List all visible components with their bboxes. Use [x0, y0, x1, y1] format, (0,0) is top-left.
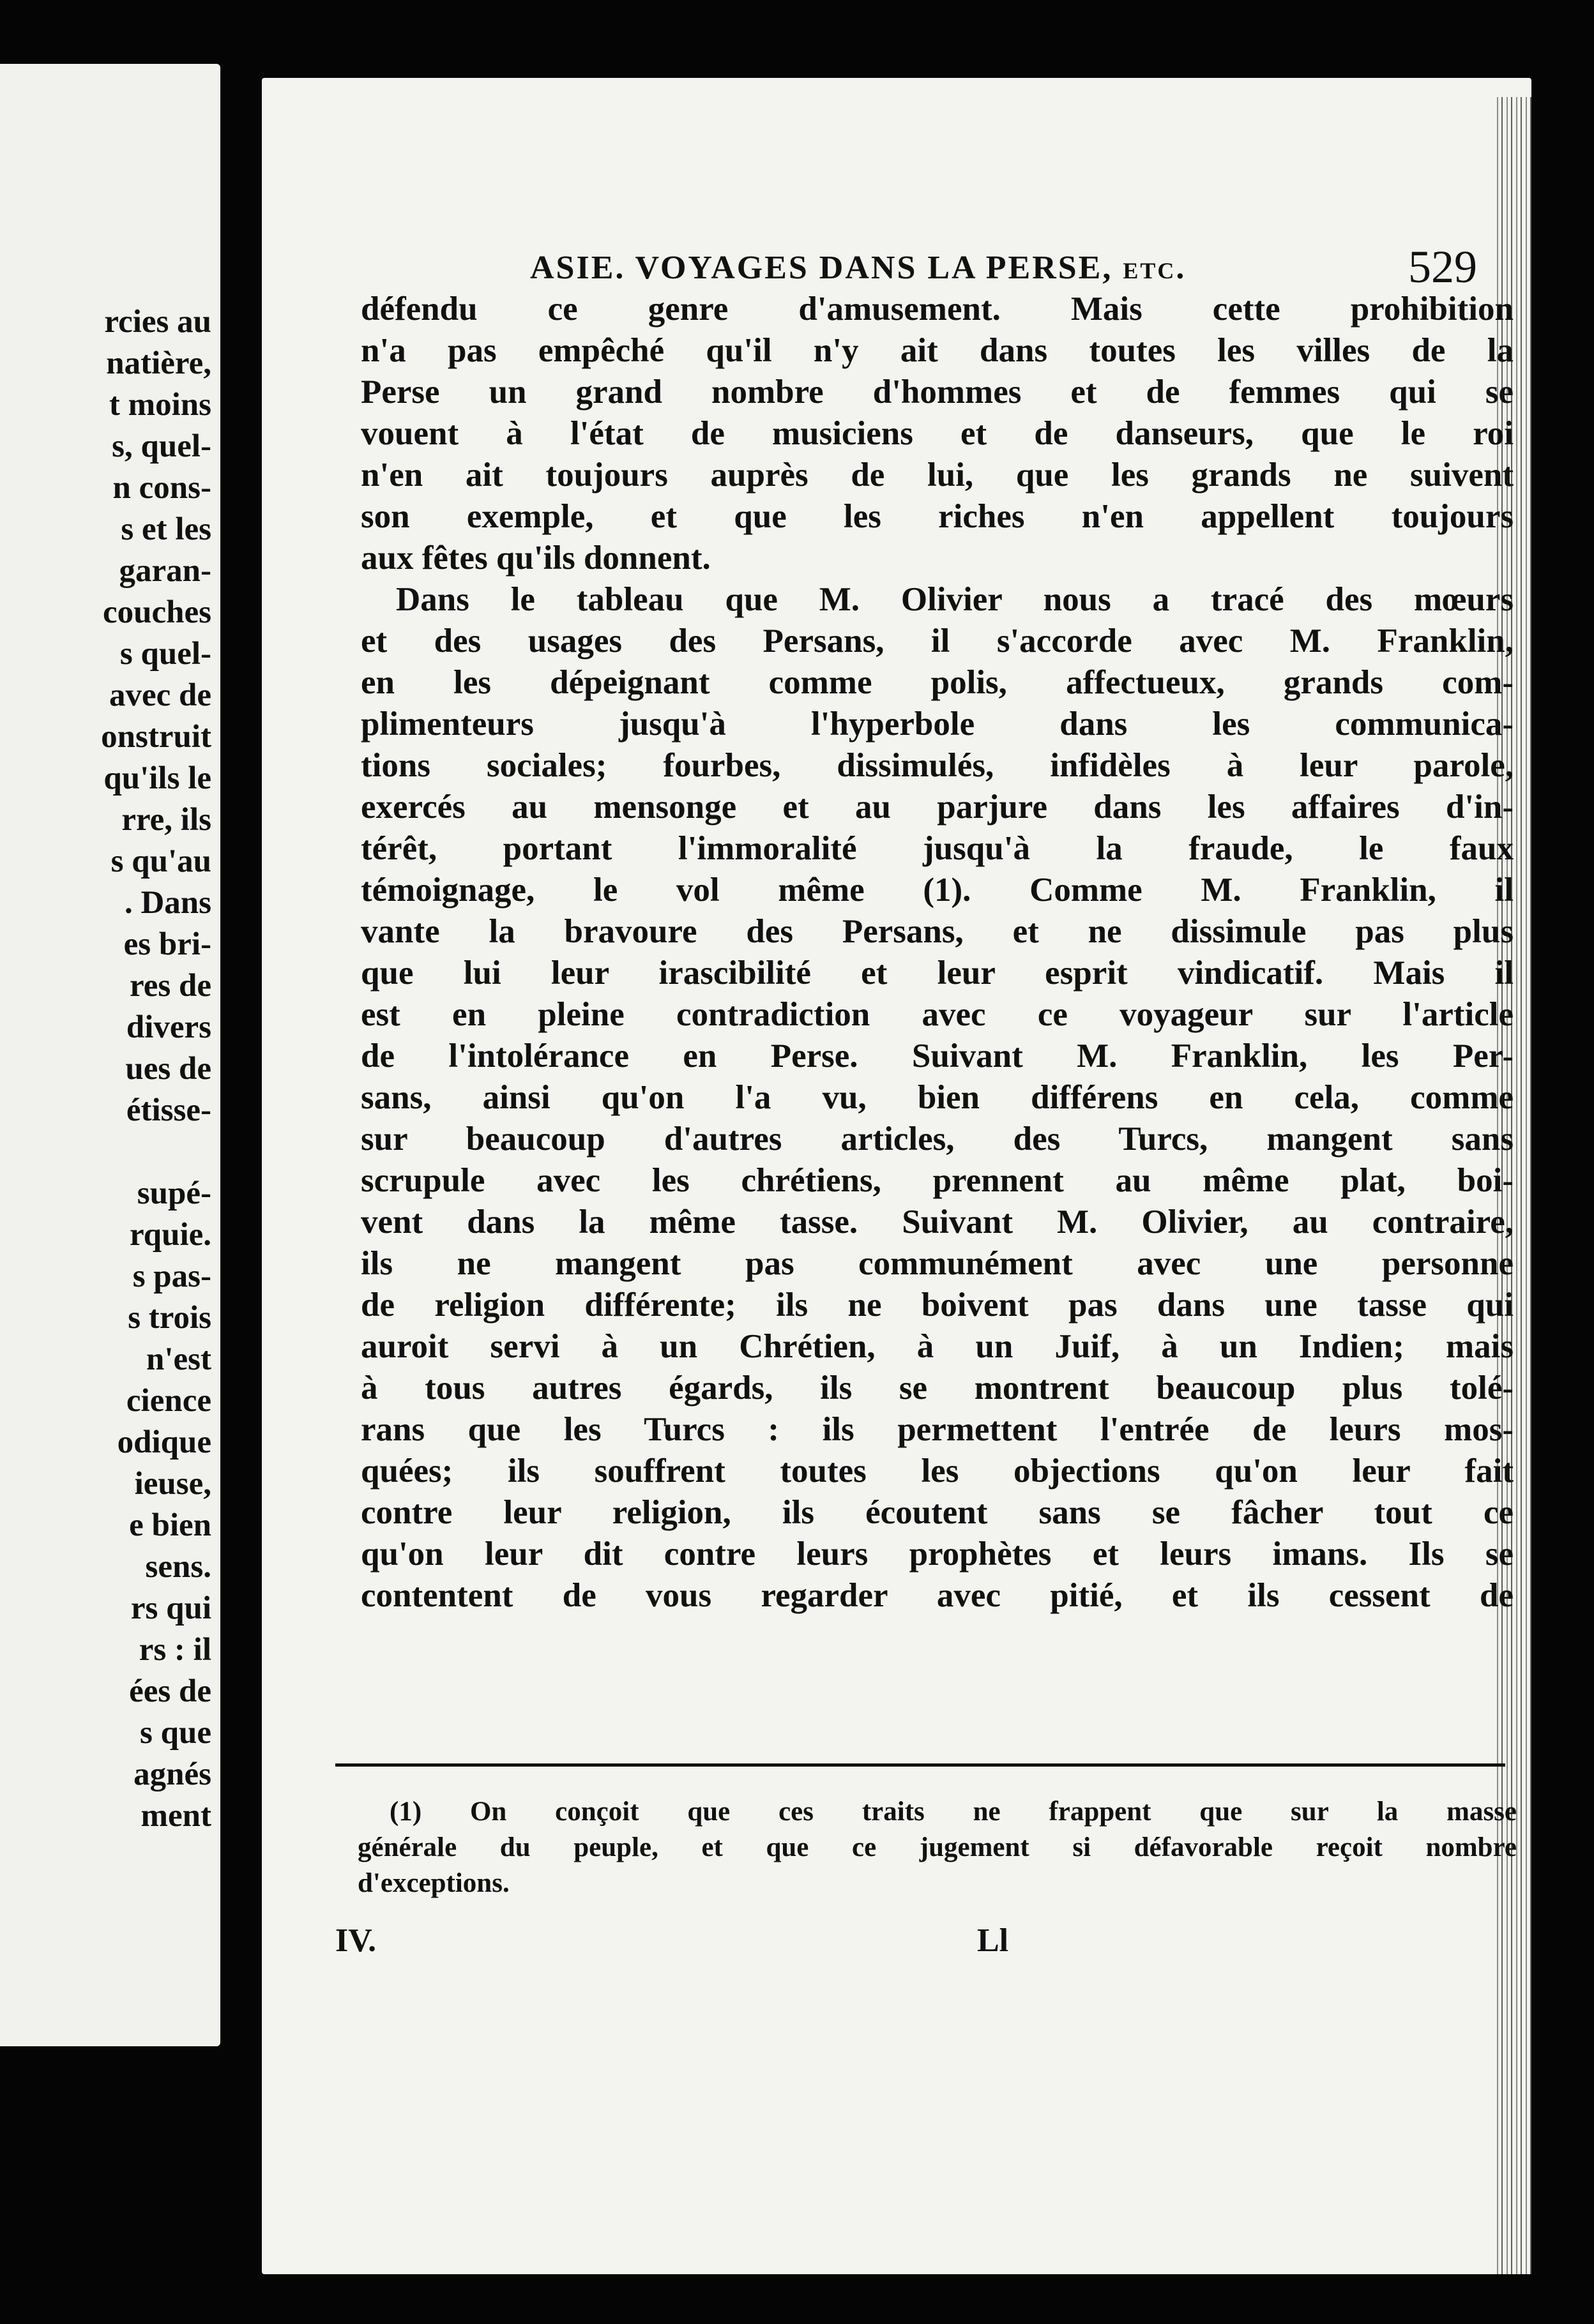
text-line: contentent de vous regarder avec pitié, et ils cessent de: [361, 1577, 1514, 1614]
left-page-line: s, quel-: [112, 428, 211, 464]
text-line: en les dépeignant comme polis, affectueux, grands com-: [361, 664, 1514, 701]
left-page-line: s que: [140, 1715, 211, 1751]
text-line: que lui leur irascibilité et leur esprit vindicatif. Mais il: [361, 954, 1514, 992]
text-line: scrupule avec les chrétiens, prennent au même plat, boi-: [361, 1162, 1514, 1199]
left-page-line: [101, 1131, 211, 1173]
left-page-line: cience: [126, 1383, 211, 1419]
left-page-line: rcies au: [104, 304, 211, 340]
text-line: plimenteurs jusqu'à l'hyperbole dans les communica-: [361, 706, 1514, 743]
left-page-line: s et les: [121, 511, 211, 547]
text-line: défendu ce genre d'amusement. Mais cette prohibition: [361, 290, 1514, 328]
left-page-line: es bri-: [123, 926, 211, 962]
footnote-line: (1) On conçoit que ces traits ne frappent que sur la masse: [390, 1797, 1517, 1827]
text-line: rans que les Turcs : ils permettent l'entrée de leurs mos-: [361, 1411, 1514, 1448]
running-head: ASIE. VOYAGES DANS LA PERSE, etc.: [530, 250, 1187, 286]
left-page-line: n'est: [146, 1341, 211, 1377]
left-page-line: res de: [130, 968, 211, 1004]
text-line: témoignage, le vol même (1). Comme M. Franklin, il: [361, 871, 1514, 909]
page-number: 529: [1408, 241, 1477, 292]
left-page-line: n cons-: [112, 470, 211, 506]
text-line: vouent à l'état de musiciens et de danseurs, que le roi: [361, 415, 1514, 452]
text-line: n'en ait toujours auprès de lui, que les grands ne suivent: [361, 456, 1514, 494]
text-line: qu'on leur dit contre leurs prophètes et leurs imans. Ils se: [361, 1535, 1514, 1573]
left-page-line: sens.: [145, 1549, 211, 1585]
left-page-line: ées de: [129, 1673, 211, 1709]
left-page-line: rs : il: [139, 1632, 211, 1668]
footnote: [358, 1794, 1517, 1901]
body-text: [361, 289, 1514, 1617]
text-line: de religion différente; ils ne boivent pas dans une tasse qui: [361, 1286, 1514, 1324]
left-page-line: odique: [117, 1424, 211, 1460]
text-line: auroit servi à un Chrétien, à un Juif, à un Indien; mais: [361, 1328, 1514, 1365]
left-page-line: ues de: [125, 1051, 211, 1087]
left-page-line: divers: [126, 1009, 211, 1045]
left-page-line: agnés: [133, 1756, 211, 1792]
left-page-line: t moins: [109, 387, 211, 423]
left-page-line: s pas-: [132, 1258, 211, 1294]
text-line: contre leur religion, ils écoutent sans se fâcher tout ce: [361, 1494, 1514, 1531]
left-page-line: rquie.: [130, 1217, 211, 1253]
text-line: tions sociales; fourbes, dissimulés, infidèles à leur parole,: [361, 747, 1514, 784]
left-page-line: ment: [140, 1798, 211, 1834]
text-line: vante la bravoure des Persans, et ne dissimule pas plus: [361, 913, 1514, 950]
text-line: térêt, portant l'immoralité jusqu'à la fraude, le faux: [361, 830, 1514, 867]
main-page: [262, 78, 1531, 2274]
text-line: à tous autres égards, ils se montrent beaucoup plus tolé-: [361, 1370, 1514, 1407]
text-line: quées; ils souffrent toutes les objections qu'on leur fait: [361, 1452, 1514, 1490]
left-page-line: e bien: [129, 1507, 211, 1543]
left-page: [0, 64, 220, 2046]
text-line: Perse un grand nombre d'hommes et de femmes qui se: [361, 374, 1514, 411]
text-line: vent dans la même tasse. Suivant M. Olivier, au contraire,: [361, 1204, 1514, 1241]
left-page-line: qu'ils le: [103, 760, 211, 796]
left-page-line: ieuse,: [134, 1466, 211, 1502]
left-page-line: avec de: [109, 677, 211, 713]
left-page-text: [101, 301, 211, 1837]
left-page-line: rre, ils: [121, 802, 211, 838]
left-page-line: s trois: [128, 1300, 211, 1336]
text-line: sur beaucoup d'autres articles, des Turcs, mangent sans: [361, 1120, 1514, 1158]
text-line: et des usages des Persans, il s'accorde avec M. Franklin,: [361, 622, 1514, 660]
left-page-line: . Dans: [124, 885, 211, 921]
footnote-rule: [335, 1763, 1505, 1767]
text-line: n'a pas empêché qu'il n'y ait dans toutes les villes de la: [361, 332, 1514, 369]
text-line: de l'intolérance en Perse. Suivant M. Franklin, les Per-: [361, 1038, 1514, 1075]
left-page-line: couches: [103, 594, 211, 630]
left-page-line: s quel-: [119, 636, 211, 672]
left-page-line: supé-: [137, 1175, 211, 1211]
footnote-line: d'exceptions.: [358, 1868, 510, 1898]
left-page-line: garan-: [119, 553, 211, 589]
text-line: Dans le tableau que M. Olivier nous a tracé des mœurs: [396, 581, 1514, 618]
text-line: exercés au mensonge et au parjure dans les affaires d'in-: [361, 788, 1514, 826]
text-line: est en pleine contradiction avec ce voyageur sur l'article: [361, 996, 1514, 1033]
left-page-line: rs qui: [130, 1590, 211, 1626]
text-line: ils ne mangent pas communément avec une personne: [361, 1245, 1514, 1282]
signature-mark-right: Ll: [977, 1922, 1009, 1959]
footnote-line: générale du peuple, et que ce jugement si défavorable reçoit nombre: [358, 1832, 1517, 1862]
text-line: sans, ainsi qu'on l'a vu, bien différens en cela, comme: [361, 1079, 1514, 1116]
left-page-line: étisse-: [126, 1092, 211, 1128]
text-line: aux fêtes qu'ils donnent.: [361, 540, 711, 577]
signature-mark: IV.: [335, 1922, 377, 1959]
left-page-line: s qu'au: [110, 843, 211, 879]
left-page-line: natière,: [106, 345, 211, 381]
text-line: son exemple, et que les riches n'en appellent toujours: [361, 498, 1514, 535]
left-page-line: onstruit: [101, 719, 211, 755]
